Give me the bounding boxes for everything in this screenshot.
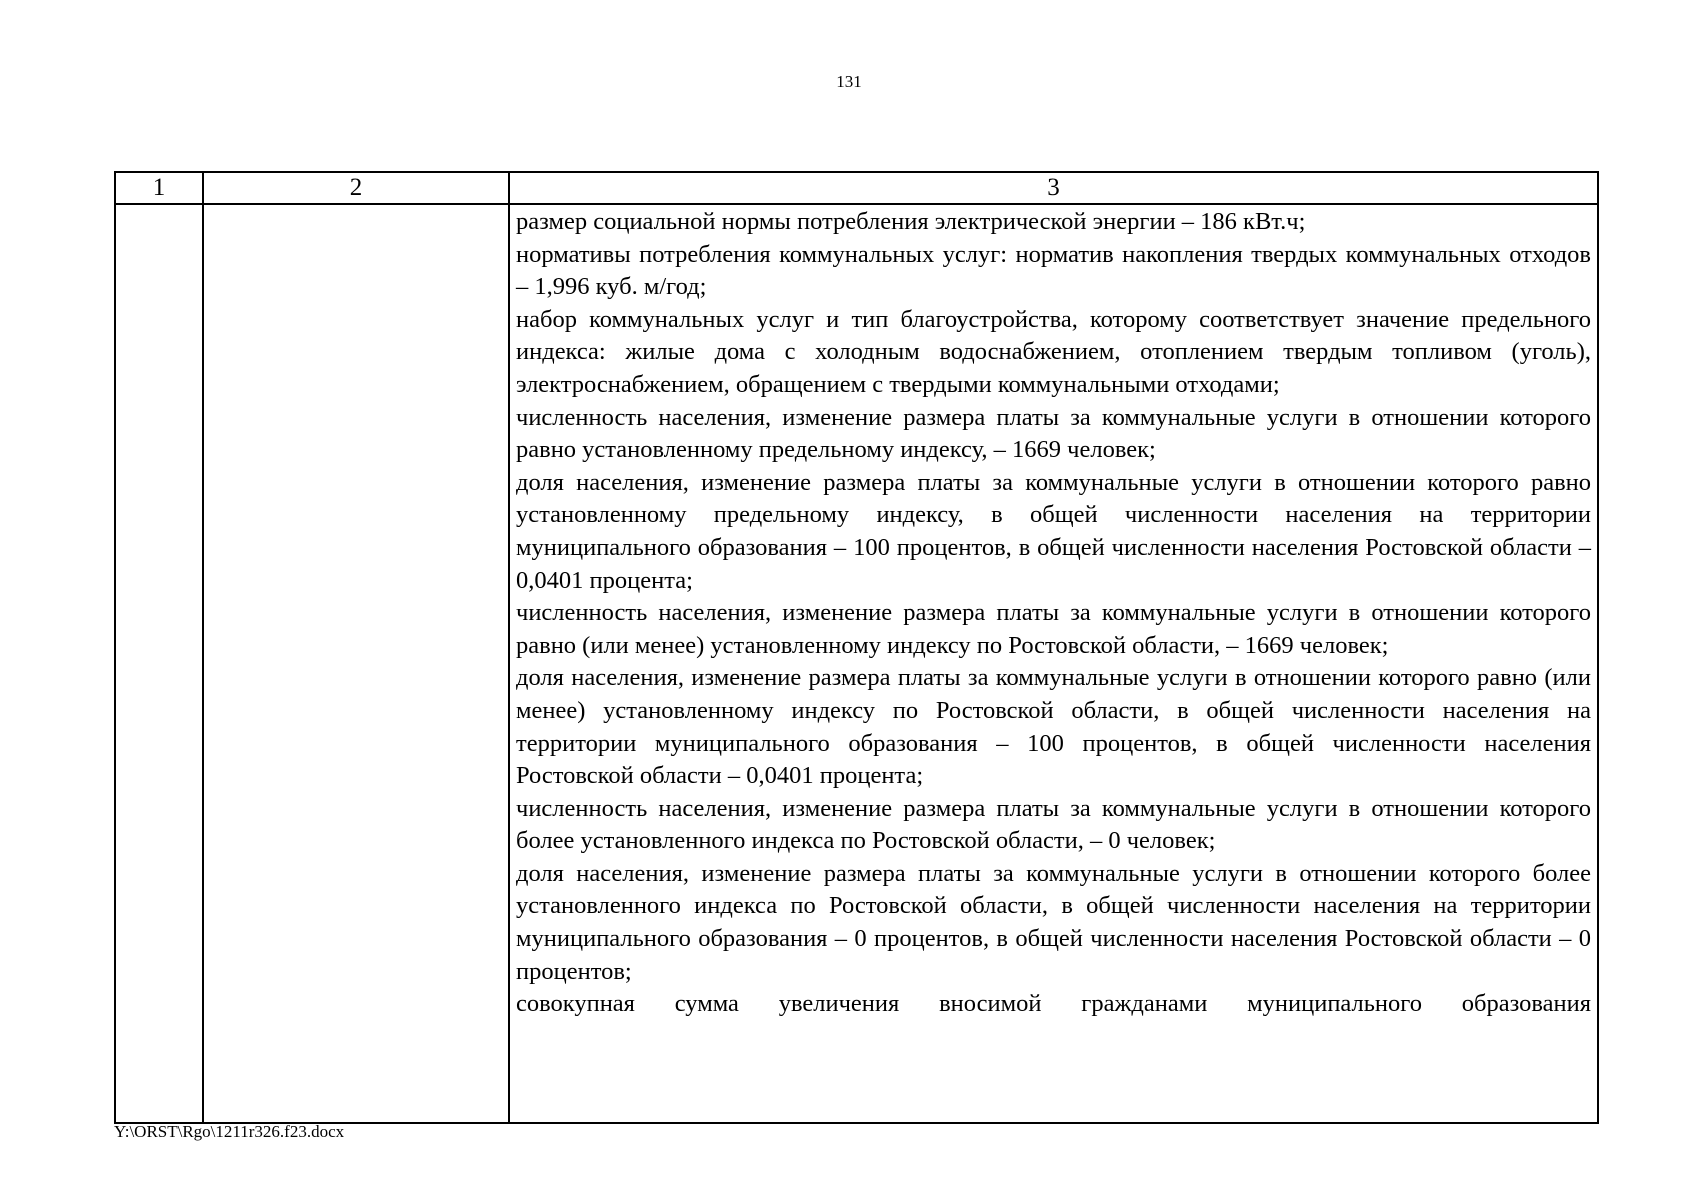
document-table [114, 171, 1599, 1124]
paragraph-total-increase: совокупная сумма увеличения вносимой гражданами муниципального образования [516, 990, 1591, 1018]
table-header-row [115, 172, 1598, 204]
paragraph-services-set: набор коммунальных услуг и тип благоустройства, которому соответствует значение предельного индекса: жилые дома с холодным водоснабжением, отоплением твердым топливом (уголь), электроснабжением, обращением с твердыми коммунальными отходами; [516, 305, 1591, 398]
cell-column-2 [203, 204, 509, 1123]
column-header-3: 3 [509, 172, 1598, 204]
table-row [115, 204, 1598, 1123]
paragraph-share-equal-or-less: доля населения, изменение размера платы за коммунальные услуги в отношении которого равно (или менее) установленному индексу по Ростовской области, в общей численности населения на территории муниципального образования – 100 процентов, в общей численности населения Ростовской области – 0,0401 процента; [516, 664, 1591, 790]
column-header-2: 2 [203, 172, 509, 204]
paragraph-population-equal-limit: численность населения, изменение размера платы за коммунальные услуги в отношении которого равно установленному предельному индексу, – 1669 человек; [516, 403, 1591, 464]
paragraph-share-equal-limit: доля населения, изменение размера платы за коммунальные услуги в отношении которого равно установленному предельному индексу, в общей численности населения на территории муниципального образования – 100 процентов, в общей численности населения Ростовской области – 0,0401 процента; [516, 468, 1591, 594]
paragraph-population-equal-or-less: численность населения, изменение размера платы за коммунальные услуги в отношении которого равно (или менее) установленному индексу по Ростовской области, – 1669 человек; [516, 599, 1591, 659]
paragraph-social-norm: размер социальной нормы потребления электрической энергии – 186 кВт.ч; [516, 208, 1306, 235]
cell-column-3 [509, 204, 1598, 1123]
paragraph-population-more: численность населения, изменение размера платы за коммунальные услуги в отношении которого более установленного индекса по Ростовской области, – 0 человек; [516, 794, 1591, 855]
cell-column-1 [115, 204, 203, 1123]
column-header-1: 1 [115, 172, 203, 204]
page-number: 131 [836, 72, 862, 91]
paragraph-share-more: доля населения, изменение размера платы за коммунальные услуги в отношении которого более установленного индекса по Ростовской области, в общей численности населения на территории муниципального образования – 0 процентов, в общей численности населения Ростовской области – 0 процентов; [516, 859, 1591, 985]
paragraph-consumption-norms: нормативы потребления коммунальных услуг: норматив накопления твердых коммунальных отходов – 1,996 куб. м/год; [516, 240, 1591, 301]
footer-file-path: Y:\ORST\Rgo\1211r326.f23.docx [114, 1122, 345, 1141]
